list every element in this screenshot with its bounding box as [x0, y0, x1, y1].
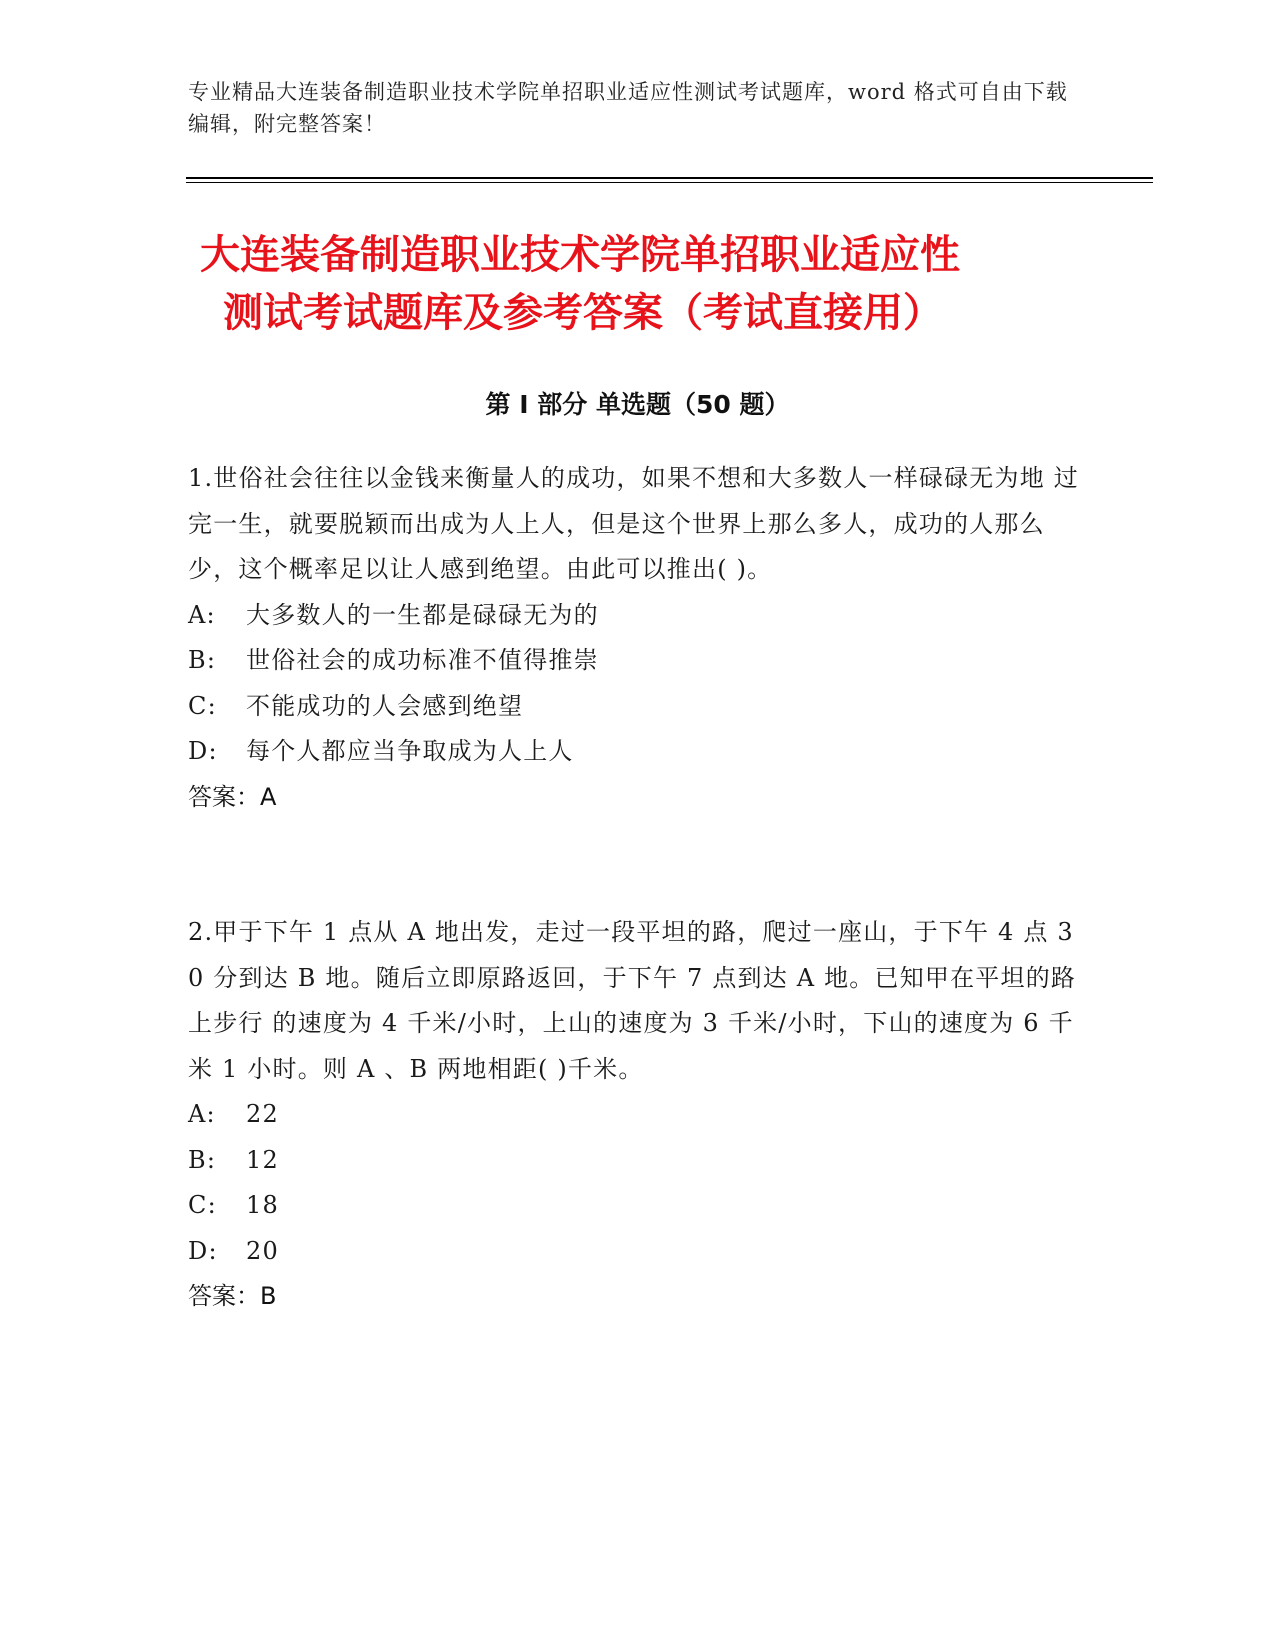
option-a — [188, 593, 1088, 639]
option-text: 20 — [246, 1236, 279, 1265]
option-text: 大多数人的一生都是碌碌无为的 — [246, 600, 599, 629]
title-line-1: 大连装备制造职业技术学院单招职业适应性 — [200, 232, 960, 278]
option-text: 18 — [246, 1191, 279, 1219]
title-line-2: 测试考试题库及参考答案（考试直接用） — [223, 290, 943, 336]
option-text: 世俗社会的成功标准不值得推崇 — [246, 646, 599, 674]
option-d — [188, 1229, 1088, 1275]
document-title — [200, 226, 1080, 342]
option-letter: D: — [188, 737, 218, 765]
section-title: 第 I 部分 单选题（50 题） — [485, 390, 790, 419]
option-letter: D: — [188, 1236, 218, 1265]
question-1 — [188, 456, 1088, 820]
option-letter: A: — [188, 1100, 216, 1128]
option-c — [188, 684, 1088, 730]
answer-line: 答案：B — [188, 1282, 277, 1310]
option-letter: C: — [188, 1191, 217, 1219]
option-letter: B: — [188, 1145, 217, 1174]
option-c — [188, 1183, 1088, 1229]
option-text: 12 — [246, 1145, 279, 1174]
option-d — [188, 729, 1088, 775]
header-note: 专业精品大连装备制造职业技术学院单招职业适应性测试考试题库，word 格式可自由下载编辑，附完整答案！ — [188, 80, 1068, 136]
option-list — [188, 1092, 1088, 1274]
question-text: 1.世俗社会往往以金钱来衡量人的成功，如果不想和大多数人一样碌碌无为地 过完一生，就要脱颖而出成为人上人，但是这个世界上那么多人，成功的人那么少，这个概率足以让人感到绝望。由此可以推出( )。 — [188, 464, 1079, 583]
option-letter: B: — [188, 646, 217, 674]
question-text: 2.甲于下午 1 点从 A 地出发，走过一段平坦的路，爬过一座山，于下午 4 点 30 分到达 B 地。随后立即原路返回，于下午 7 点到达 A 地。已知甲在平坦的路上步行 的速度为 4 千米/小时，上山的速度为 3 千米/小时，下山的速度为 6 千米 1 小时。则 A 、B 两地相距( )千米。 — [188, 918, 1077, 1083]
option-text: 每个人都应当争取成为人上人 — [246, 737, 574, 765]
header-rule-thick — [186, 177, 1153, 179]
header-rule-thin — [186, 182, 1153, 183]
option-letter: A: — [188, 600, 216, 629]
question-2 — [188, 910, 1088, 1319]
option-b — [188, 1138, 1088, 1184]
option-b — [188, 638, 1088, 684]
option-text: 不能成功的人会感到绝望 — [246, 691, 524, 720]
option-a — [188, 1092, 1088, 1138]
answer-line: 答案：A — [188, 782, 277, 811]
option-list — [188, 593, 1088, 775]
option-letter: C: — [188, 691, 217, 720]
option-text: 22 — [246, 1100, 279, 1128]
